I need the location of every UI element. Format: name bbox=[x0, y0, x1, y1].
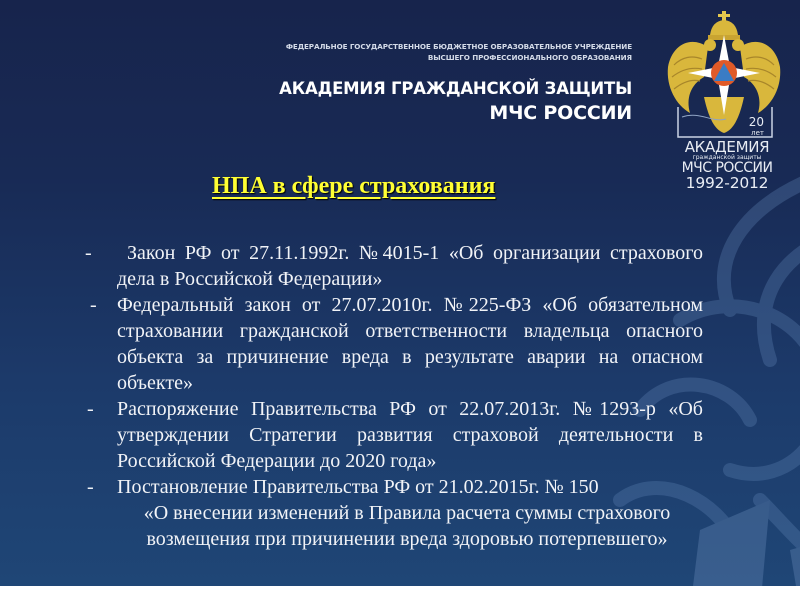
list-item-text: Федеральный закон от 27.07.2010г. №225-ФЗ «Об обязательном страховании гражданской ответственности владельца опасного объекта за причинение вреда в результате аварии на опасном объекте» bbox=[117, 294, 703, 394]
academy-name bbox=[279, 78, 632, 126]
anniversary-number: 20 bbox=[748, 115, 764, 129]
institution-line-1: ФЕДЕРАЛЬНОЕ ГОСУДАРСТВЕННОЕ БЮДЖЕТНОЕ ОБРАЗОВАТЕЛЬНОЕ УЧРЕЖДЕНИЕ bbox=[285, 42, 632, 51]
academy-name-line-2: МЧС РОССИИ bbox=[489, 102, 632, 124]
bullet-dash: - bbox=[85, 242, 92, 264]
list-item bbox=[85, 292, 703, 396]
legal-acts-list bbox=[85, 240, 703, 552]
emblem-caption-years: 1992-2012 bbox=[685, 174, 769, 192]
academy-name-line-1: АКАДЕМИЯ ГРАЖДАНСКОЙ ЗАЩИТЫ bbox=[279, 79, 632, 98]
bullet-dash: - bbox=[90, 294, 97, 316]
list-item bbox=[85, 396, 703, 474]
bullet-dash: - bbox=[87, 398, 94, 420]
anniversary-word: лет bbox=[751, 129, 764, 137]
list-item-text: Постановление Правительства РФ от 21.02.2015г. № 150 bbox=[117, 476, 599, 498]
emblem-caption-mchs: МЧС РОССИИ bbox=[681, 160, 773, 176]
institution-subtitle bbox=[286, 41, 632, 63]
list-item-text: Закон РФ от 27.11.1992г. №4015-1 «Об организации страхового дела в Российской Федерации» bbox=[117, 242, 703, 290]
institution-line-2: ВЫСШЕГО ПРОФЕССИОНАЛЬНОГО ОБРАЗОВАНИЯ bbox=[427, 53, 632, 62]
list-item-text: Распоряжение Правительства РФ от 22.07.2013г. №1293-р «Об утверждении Стратегии развития страховой деятельности в Российской Федерации до 2020 года» bbox=[117, 398, 703, 472]
slide-title: НПА в сфере страхования bbox=[212, 173, 496, 199]
emblem-caption-academy: АКАДЕМИЯ bbox=[684, 138, 770, 156]
list-item bbox=[85, 474, 703, 552]
list-item bbox=[85, 240, 703, 292]
emblem-caption-civil-defense: гражданской защиты bbox=[692, 154, 762, 161]
emblem-caption bbox=[662, 140, 792, 192]
list-item-subtext: «О внесении изменений в Правила расчета суммы страхового возмещения при причинении вреда здоровью потерпевшего» bbox=[143, 502, 671, 550]
bullet-dash: - bbox=[87, 476, 94, 498]
